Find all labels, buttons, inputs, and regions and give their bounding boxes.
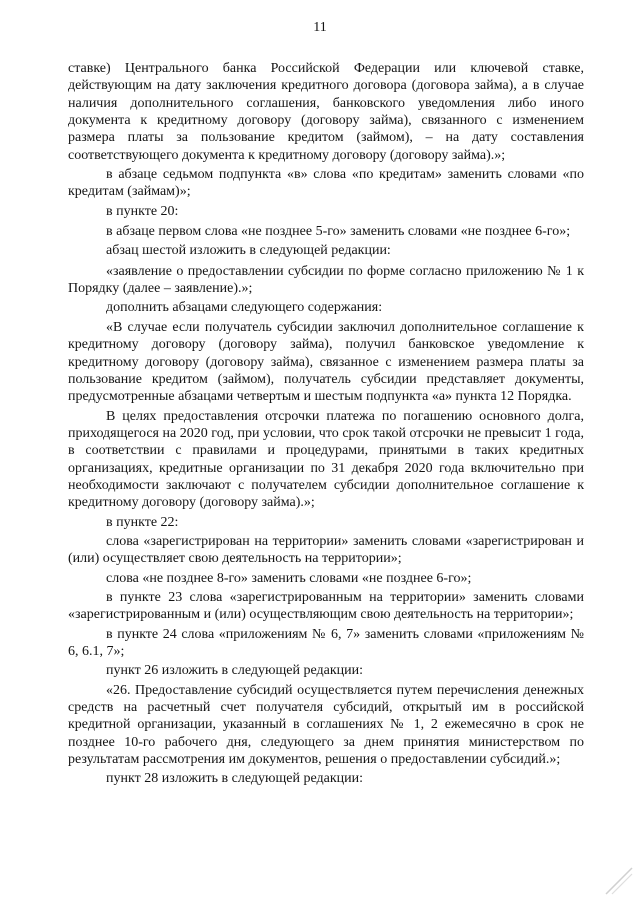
paragraph-point-28-heading: пункт 28 изложить в следующей редакции: (106, 771, 363, 787)
paragraph-additional-agreement: «В случае если получатель субсидии заключил дополнительное соглашение к кредитному договору (договору займа), получил банковское уведомление к кредитному договору (договору займа), связанное с изменением размера платы за пользование кредитом (займом), получатель субсидии представляет документы, предусмотренные абзацами четвертым и шестым подпункта «а» пункта 12 Порядка. (68, 319, 584, 405)
paragraph-point-23: в пункте 23 слова «зарегистрированным на территории» заменить словами «зарегистрированным и (или) осуществляющим свою деятельность на территории»; (68, 589, 584, 623)
paragraph-payment-deferral: В целях предоставления отсрочки платежа по погашению основного долга, приходящегося на 2020 год, при условии, что срок такой отсрочки не превысит 1 года, в соответствии с правилами и процедурами, принятыми в таких кредитных организациях, кредитные организации по 31 декабря 2020 года включительно при необходимости заключают с получателем субсидии дополнительное соглашение к кредитному договору (договору займа).»; (68, 408, 584, 511)
paragraph-application-form: «заявление о предоставлении субсидии по форме согласно приложению № 1 к Порядку (далее – заявление).»; (68, 263, 584, 297)
paragraph-point-22-heading: в пункте 22: (106, 514, 179, 530)
paragraph-point-26-text: «26. Предоставление субсидий осуществляется путем перечисления денежных средств на расчетный счет получателя субсидий, открытый им в российской кредитной организации, указанный в соглашениях № 1, 2 ежемесячно в срок не позднее 10-го рабочего дня, следующего за днем принятия министерством по результатам рассмотрения им документов, решения о предоставлении субсидий.»; (68, 682, 584, 768)
paragraph-point-20-sixth-paragraph: абзац шестой изложить в следующей редакции: (106, 243, 391, 259)
paragraph-point-20-first-paragraph: в абзаце первом слова «не позднее 5-го» заменить словами «не позднее 6-го»; (106, 224, 571, 240)
paragraph-point-24: в пункте 24 слова «приложениям № 6, 7» заменить словами «приложениям № 6, 6.1, 7»; (68, 626, 584, 659)
paragraph-interest-rate-continuation: ставке) Центрального банка Российской Федерации или ключевой ставке, действующим на дату заключения кредитного договора (договора займа), а в случае наличия дополнительного соглашения, банковского уведомления либо иного документа к кредитному договору (договору займа), связанного с изменением размера платы за пользование кредитом (займом), – на дату составления соответствующего документа к кредитному договору (договору займа).»; (68, 61, 584, 163)
scan-corner-mark (602, 864, 636, 898)
paragraph-subitem-v-amendment: в абзаце седьмом подпункта «в» слова «по кредитам» заменить словами «по кредитам (займам)»; (68, 167, 584, 200)
paragraph-point-22-deadline: слова «не позднее 8-го» заменить словами «не позднее 6-го»; (106, 570, 472, 586)
page-number: 11 (313, 20, 327, 35)
paragraph-point-26-heading: пункт 26 изложить в следующей редакции: (106, 663, 363, 679)
paragraph-add-paragraphs: дополнить абзацами следующего содержания: (106, 300, 383, 316)
paragraph-point-20-heading: в пункте 20: (106, 203, 179, 219)
document-body (68, 60, 584, 788)
paragraph-point-22-territory: слова «зарегистрирован на территории» заменить словами «зарегистрирован и (или) осуществляет свою деятельность на территории»; (68, 533, 584, 567)
